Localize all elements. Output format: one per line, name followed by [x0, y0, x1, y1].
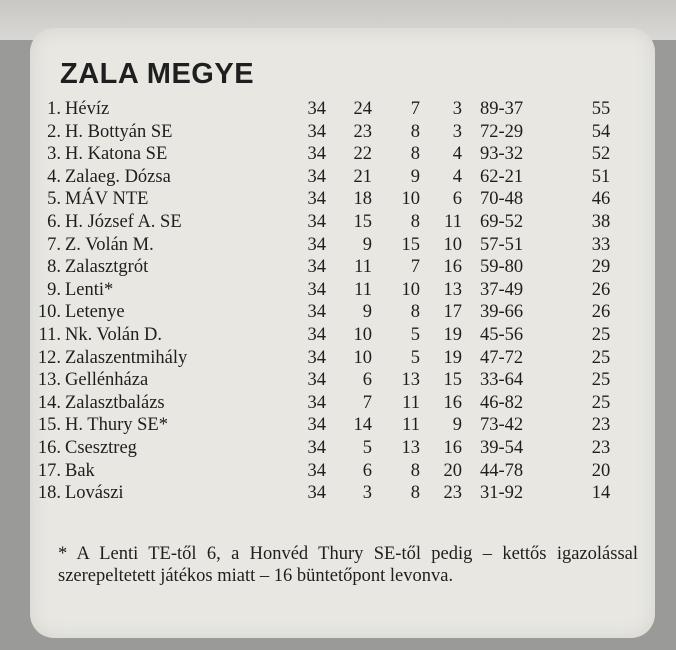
goals-cell: 47-72: [480, 347, 524, 368]
goals-cell: 37-49: [480, 279, 524, 300]
drawn-cell: 8: [410, 460, 420, 481]
played-cell: 34: [307, 99, 326, 119]
drawn-cell: 11: [402, 392, 420, 413]
goals-cell: 44-78: [480, 460, 524, 481]
goals-cell: 33-64: [480, 370, 524, 391]
table-row: [30, 143, 655, 166]
team-name: Zalasztgrót: [65, 257, 149, 278]
points-cell: 25: [591, 347, 611, 368]
table-row: [30, 279, 655, 302]
won-cell: 11: [354, 279, 372, 300]
won-cell: 5: [362, 437, 372, 458]
lost-cell: 4: [452, 144, 462, 165]
lost-cell: 16: [443, 437, 462, 458]
drawn-cell: 8: [410, 121, 420, 142]
rank-cell: 3.: [47, 144, 61, 165]
won-cell: 9: [362, 234, 372, 255]
won-cell: 7: [362, 392, 372, 413]
won-cell: 15: [353, 211, 372, 232]
points-cell: 33: [591, 234, 611, 255]
team-name: Lovászi: [65, 483, 124, 504]
lost-cell: 16: [443, 257, 462, 278]
goals-cell: 39-66: [480, 302, 524, 323]
team-name: Csesztreg: [65, 437, 137, 458]
rank-cell: 6.: [47, 211, 61, 232]
points-cell: 55: [591, 99, 611, 119]
goals-cell: 59-80: [480, 257, 524, 278]
table-row: [30, 347, 655, 370]
won-cell: 10: [353, 347, 372, 368]
rank-cell: 15.: [37, 415, 61, 436]
team-name: Zalasztbalázs: [65, 392, 165, 413]
standings-card: [30, 28, 655, 638]
team-name: H. József A. SE: [65, 211, 182, 232]
goals-cell: 31-92: [480, 483, 524, 504]
won-cell: 3: [362, 483, 372, 504]
goals-cell: 46-82: [480, 392, 524, 413]
points-cell: 26: [591, 302, 611, 323]
table-row: [30, 211, 655, 234]
table-row: [30, 414, 655, 437]
played-cell: 34: [307, 324, 326, 345]
lost-cell: 19: [443, 324, 462, 345]
points-cell: 29: [591, 257, 611, 278]
won-cell: 18: [353, 189, 372, 210]
drawn-cell: 5: [410, 324, 420, 345]
team-name: H. Thury SE*: [65, 415, 168, 436]
goals-cell: 72-29: [480, 121, 524, 142]
won-cell: 11: [354, 257, 372, 278]
points-cell: 54: [591, 121, 611, 142]
drawn-cell: 7: [410, 99, 420, 119]
rank-cell: 17.: [37, 460, 61, 481]
won-cell: 6: [362, 460, 372, 481]
drawn-cell: 13: [401, 370, 420, 391]
lost-cell: 17: [443, 302, 462, 323]
table-row: [30, 369, 655, 392]
goals-cell: 89-37: [480, 99, 524, 119]
played-cell: 34: [307, 437, 326, 458]
drawn-cell: 8: [410, 483, 420, 504]
points-cell: 14: [591, 483, 611, 504]
rank-cell: 18.: [37, 483, 61, 504]
drawn-cell: 7: [410, 257, 420, 278]
rank-cell: 11.: [38, 324, 61, 345]
won-cell: 6: [362, 370, 372, 391]
table-row: [30, 482, 655, 505]
rank-cell: 8.: [47, 257, 61, 278]
drawn-cell: 9: [410, 166, 420, 187]
rank-cell: 12.: [37, 347, 61, 368]
team-name: Z. Volán M.: [65, 234, 154, 255]
goals-cell: 73-42: [480, 415, 524, 436]
drawn-cell: 8: [410, 302, 420, 323]
won-cell: 10: [353, 324, 372, 345]
lost-cell: 16: [443, 392, 462, 413]
lost-cell: 10: [443, 234, 462, 255]
played-cell: 34: [307, 121, 326, 142]
team-name: Zalaeg. Dózsa: [65, 166, 171, 187]
won-cell: 22: [353, 144, 372, 165]
played-cell: 34: [307, 370, 326, 391]
team-name: Letenye: [65, 302, 125, 323]
table-row: [30, 301, 655, 324]
lost-cell: 13: [443, 279, 462, 300]
points-cell: 23: [591, 437, 611, 458]
lost-cell: 11: [444, 211, 462, 232]
team-name: Gellénháza: [65, 370, 149, 391]
footnote: * A Lenti TE-től 6, a Honvéd Thury SE-től pedig – kettős igazolással szerepeltetett játékos miatt – 16 büntetőpont levonva.: [58, 544, 638, 586]
drawn-cell: 10: [401, 279, 420, 300]
lost-cell: 20: [443, 460, 462, 481]
team-name: Bak: [65, 460, 95, 481]
drawn-cell: 11: [402, 415, 420, 436]
lost-cell: 3: [452, 99, 462, 119]
table-row: [30, 234, 655, 257]
rank-cell: 1.: [47, 99, 61, 119]
played-cell: 34: [307, 415, 326, 436]
team-name: H. Bottyán SE: [65, 121, 173, 142]
table-row: [30, 324, 655, 347]
rank-cell: 16.: [37, 437, 61, 458]
drawn-cell: 8: [410, 144, 420, 165]
won-cell: 14: [353, 415, 372, 436]
team-name: Nk. Volán D.: [65, 324, 162, 345]
played-cell: 34: [307, 189, 326, 210]
team-name: Hévíz: [65, 99, 110, 119]
goals-cell: 69-52: [480, 211, 524, 232]
team-name: MÁV NTE: [65, 189, 149, 210]
won-cell: 24: [353, 99, 372, 119]
played-cell: 34: [307, 347, 326, 368]
lost-cell: 3: [452, 121, 462, 142]
table-row: [30, 392, 655, 415]
table-row: [30, 256, 655, 279]
goals-cell: 62-21: [480, 166, 524, 187]
team-name: Zalaszentmihály: [65, 347, 188, 368]
rank-cell: 2.: [47, 121, 61, 142]
drawn-cell: 5: [410, 347, 420, 368]
rank-cell: 4.: [47, 166, 61, 187]
drawn-cell: 13: [401, 437, 420, 458]
played-cell: 34: [307, 144, 326, 165]
points-cell: 20: [591, 460, 611, 481]
won-cell: 21: [353, 166, 372, 187]
drawn-cell: 8: [410, 211, 420, 232]
played-cell: 34: [307, 257, 326, 278]
points-cell: 46: [591, 189, 611, 210]
points-cell: 38: [591, 211, 611, 232]
points-cell: 25: [591, 324, 611, 345]
lost-cell: 9: [452, 415, 462, 436]
points-cell: 25: [591, 392, 611, 413]
table-row: [30, 121, 655, 144]
drawn-cell: 15: [401, 234, 420, 255]
points-cell: 23: [591, 415, 611, 436]
points-cell: 26: [591, 279, 611, 300]
table-row: [30, 166, 655, 189]
table-row: [30, 188, 655, 211]
played-cell: 34: [307, 483, 326, 504]
played-cell: 34: [307, 279, 326, 300]
team-name: Lenti*: [65, 279, 114, 300]
rank-cell: 7.: [47, 234, 61, 255]
standings-table: [30, 98, 655, 505]
team-name: H. Katona SE: [65, 144, 168, 165]
goals-cell: 70-48: [480, 189, 524, 210]
rank-cell: 10.: [37, 302, 61, 323]
played-cell: 34: [307, 234, 326, 255]
goals-cell: 93-32: [480, 144, 524, 165]
page-title: ZALA MEGYE: [60, 58, 255, 90]
lost-cell: 23: [443, 483, 462, 504]
goals-cell: 57-51: [480, 234, 524, 255]
lost-cell: 6: [452, 189, 462, 210]
rank-cell: 13.: [37, 370, 61, 391]
lost-cell: 15: [443, 370, 462, 391]
points-cell: 51: [591, 166, 611, 187]
table-row: [30, 437, 655, 460]
won-cell: 23: [353, 121, 372, 142]
played-cell: 34: [307, 392, 326, 413]
rank-cell: 9.: [47, 279, 61, 300]
rank-cell: 14.: [37, 392, 61, 413]
table-row: [30, 460, 655, 483]
lost-cell: 19: [443, 347, 462, 368]
played-cell: 34: [307, 166, 326, 187]
rank-cell: 5.: [47, 189, 61, 210]
points-cell: 25: [591, 370, 611, 391]
points-cell: 52: [591, 144, 611, 165]
played-cell: 34: [307, 460, 326, 481]
table-row: [30, 98, 655, 121]
lost-cell: 4: [452, 166, 462, 187]
won-cell: 9: [362, 302, 372, 323]
goals-cell: 39-54: [480, 437, 524, 458]
drawn-cell: 10: [401, 189, 420, 210]
played-cell: 34: [307, 302, 326, 323]
played-cell: 34: [307, 211, 326, 232]
goals-cell: 45-56: [480, 324, 524, 345]
